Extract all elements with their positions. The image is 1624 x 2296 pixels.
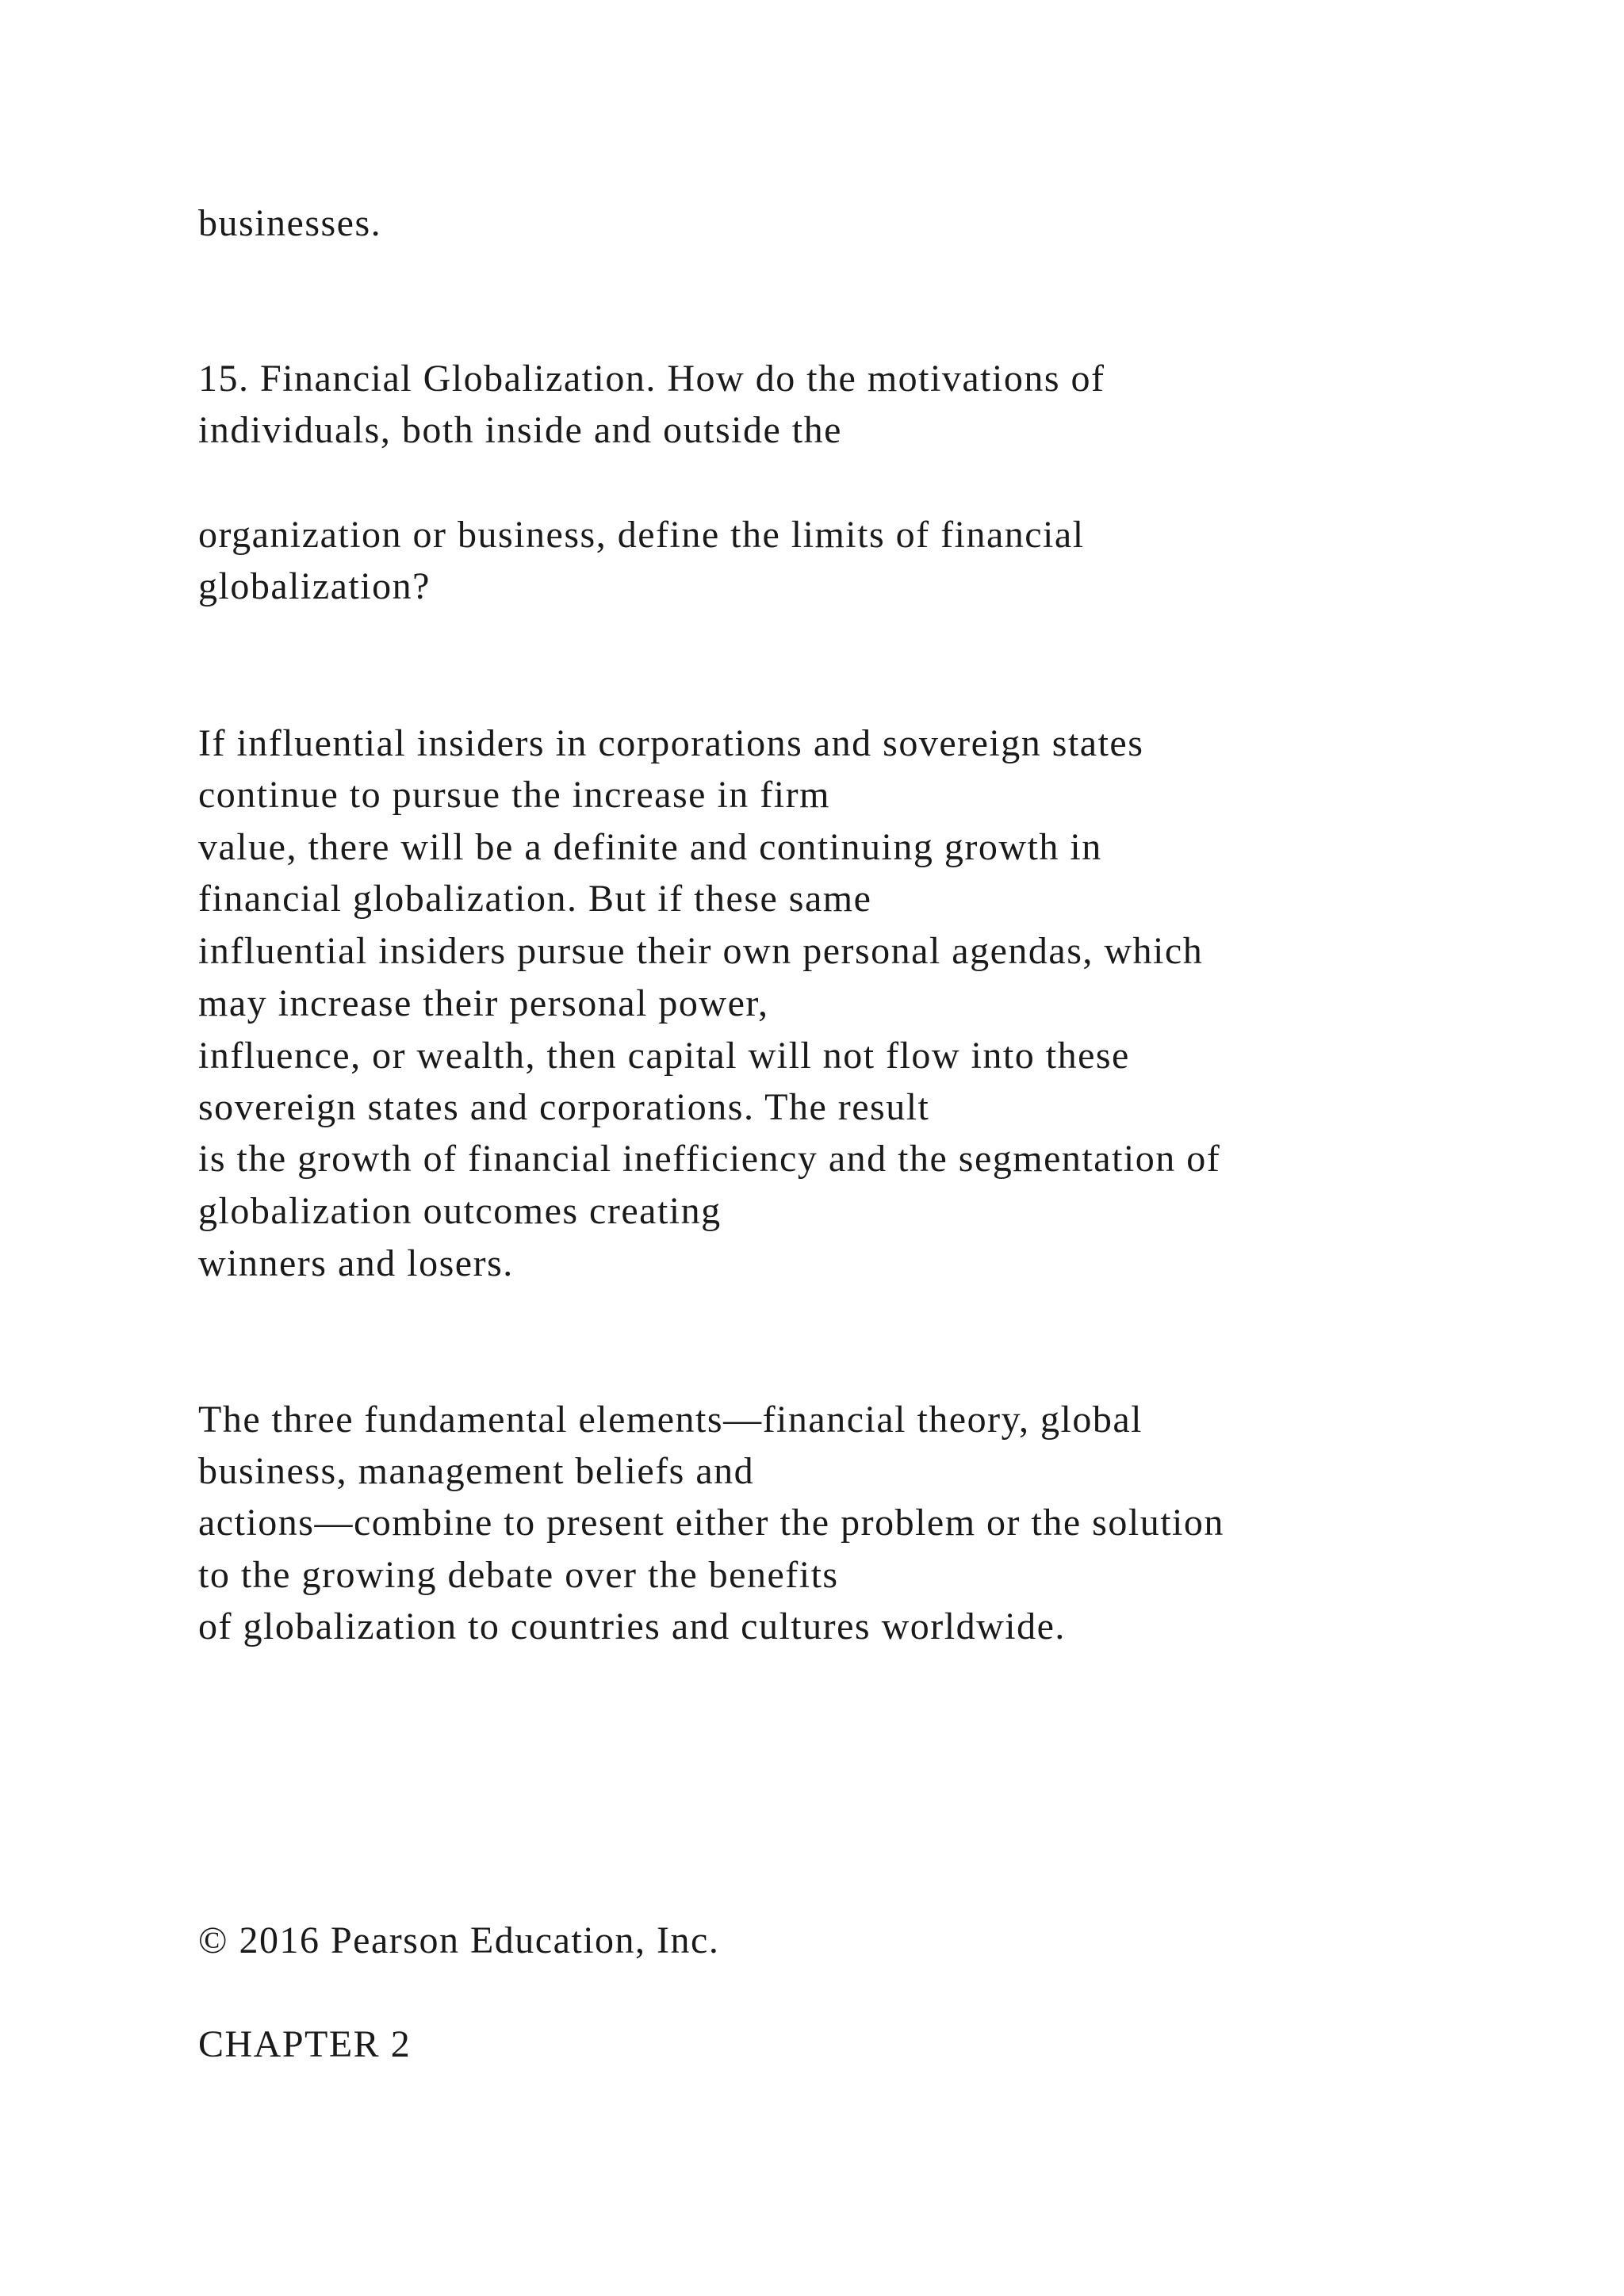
text-line: globalization outcomes creating (198, 1190, 722, 1232)
text-line: financial globalization. But if these same (198, 878, 872, 920)
text-line: sovereign states and corporations. The result (198, 1086, 930, 1128)
text-line: of globalization to countries and cultures worldwide. (198, 1605, 1066, 1647)
text-line: If influential insiders in corporations and sovereign states (198, 722, 1144, 764)
text-line: business, management beliefs and (198, 1450, 755, 1492)
text-line: organization or business, define the limits of financial (198, 514, 1085, 556)
text-line: winners and losers. (198, 1242, 514, 1284)
copyright-notice: © 2016 Pearson Education, Inc. (198, 1919, 720, 1961)
text-line: to the growing debate over the benefits (198, 1554, 839, 1596)
text-line: globalization? (198, 565, 431, 607)
text-line: continue to pursue the increase in firm (198, 774, 830, 816)
text-line: businesses. (198, 202, 382, 244)
text-line: influence, or wealth, then capital will not flow into these (198, 1035, 1130, 1077)
text-line: is the growth of financial inefficiency and the segmentation of (198, 1138, 1221, 1180)
text-line: value, there will be a definite and continuing growth in (198, 826, 1102, 868)
text-line: influential insiders pursue their own personal agendas, which (198, 930, 1204, 972)
text-line: individuals, both inside and outside the (198, 409, 842, 451)
chapter-label: CHAPTER 2 (198, 2023, 412, 2065)
text-line: actions—combine to present either the problem or the solution (198, 1502, 1224, 1544)
text-line: may increase their personal power, (198, 982, 769, 1024)
text-line: The three fundamental elements—financial theory, global (198, 1399, 1143, 1441)
question-heading: 15. Financial Globalization. How do the motivations of (198, 358, 1105, 400)
